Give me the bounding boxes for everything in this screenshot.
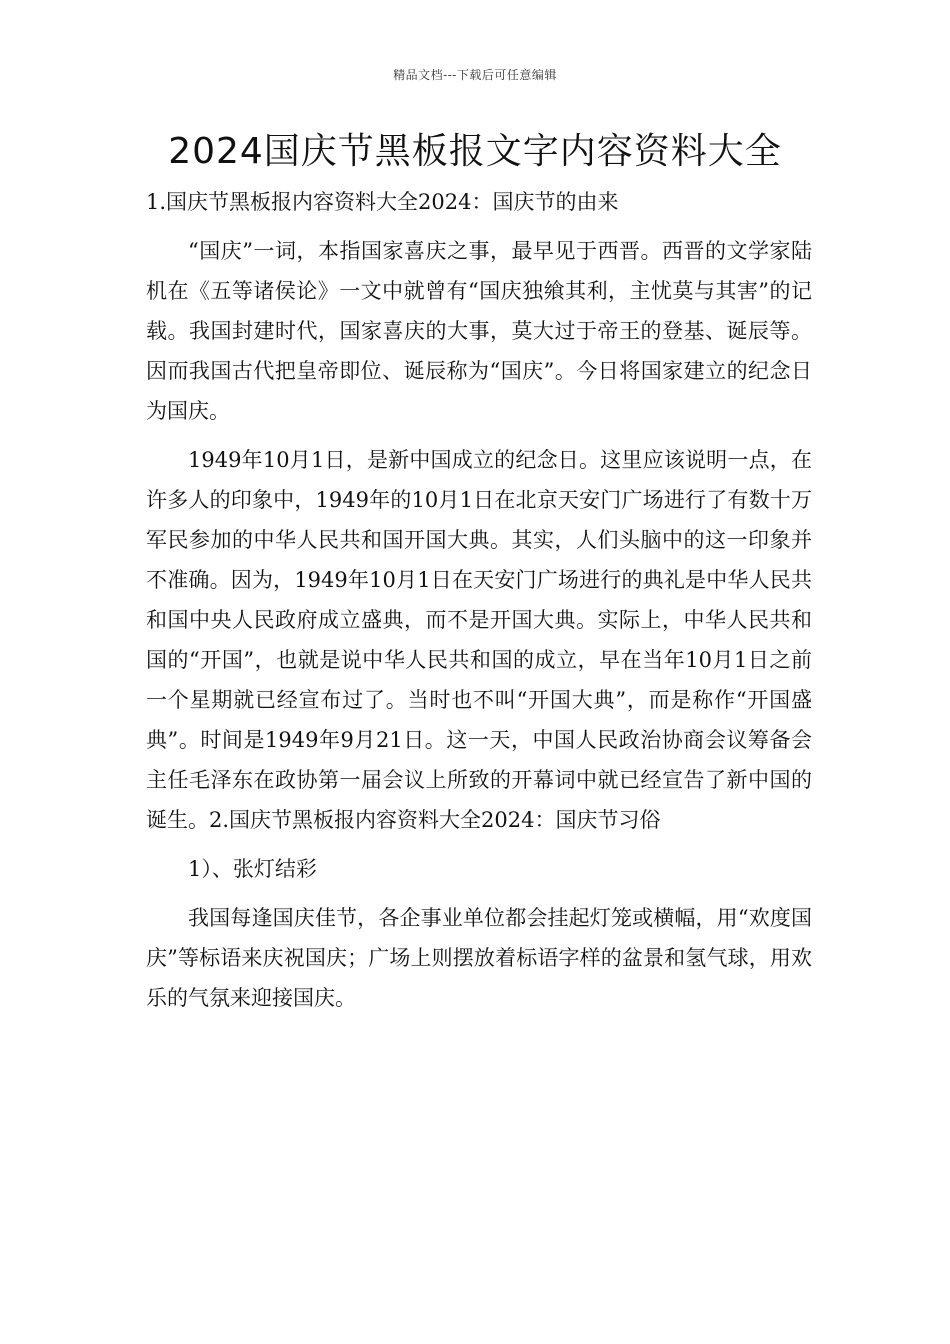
page-header-note: 精品文档---下载后可任意编辑	[393, 68, 557, 82]
paragraph-founding-date: 1949年10月1日，是新中国成立的纪念日。这里应该说明一点，在许多人的印象中，1949年的10月1日在北京天安门广场进行了有数十万军民参加的中华人民共和国开国大典。其实，人们头脑中的这一印象并不准确。因为，1949年10月1日在天安门广场进行的典礼是中华人民共和国中央人民政府成立盛典，而不是开国大典。实际上，中华人民共和国的“开国”，也就是说中华人民共和国的成立，早在当年10月1日之前一个星期就已经宣布过了。当时也不叫“开国大典”，而是称作“开国盛典”。时间是1949年9月21日。这一天，中国人民政治协商会议筹备会主任毛泽东在政协第一届会议上所致的开幕词中就已经宣告了新中国的诞生。2.国庆节黑板报内容资料大全2024：国庆节习俗	[146, 448, 812, 832]
subheading-lanterns: 1）、张灯结彩	[188, 857, 317, 881]
paragraph-lanterns: 我国每逢国庆佳节，各企事业单位都会挂起灯笼或横幅，用“欢度国庆”等标语来庆祝国庆；广场上则摆放着标语字样的盆景和氢气球，用欢乐的气氛来迎接国庆。	[146, 906, 812, 1010]
paragraph-origin-term: “国庆”一词，本指国家喜庆之事，最早见于西晋。西晋的文学家陆机在《五等诸侯论》一文中就曾有“国庆独飨其利，主忧莫与其害”的记载。我国封建时代，国家喜庆的大事，莫大过于帝王的登基、诞辰等。因而我国古代把皇帝即位、诞辰称为“国庆”。今日将国家建立的纪念日为国庆。	[146, 239, 812, 423]
section-heading-origin: 1.国庆节黑板报内容资料大全2024：国庆节的由来	[146, 190, 619, 214]
document-body	[146, 182, 812, 1027]
document-title: 2024国庆节黑板报文字内容资料大全	[168, 131, 782, 172]
